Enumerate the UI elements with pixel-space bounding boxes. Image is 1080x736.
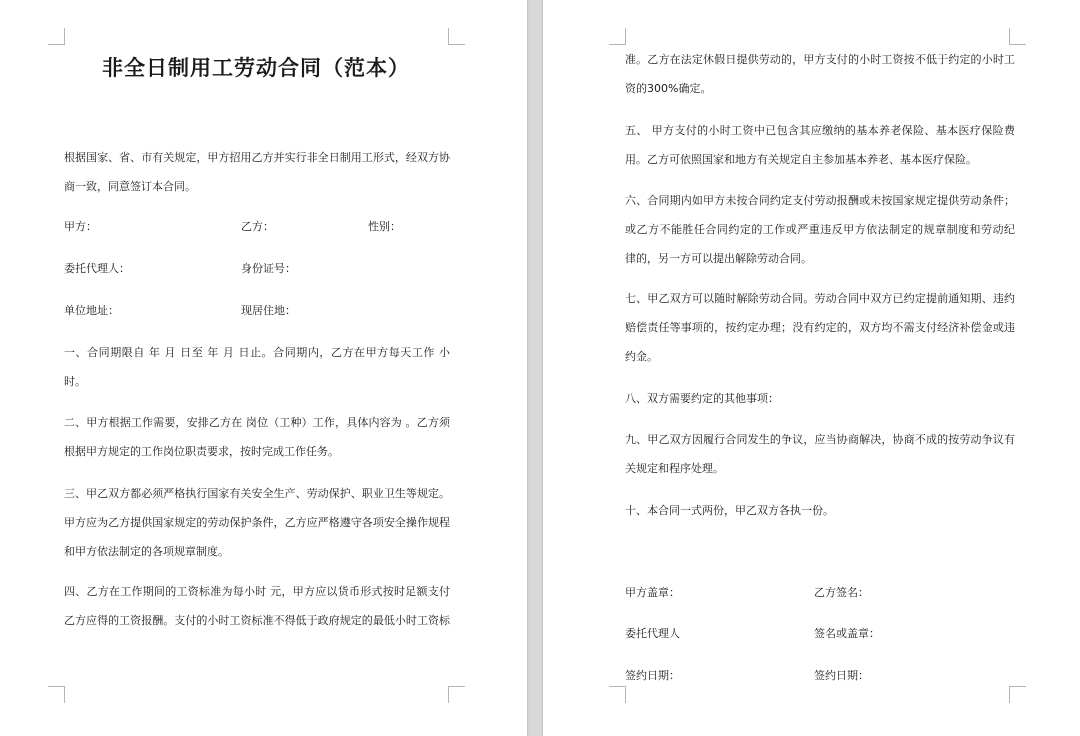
- clause-1: [64, 338, 450, 396]
- margin-mark-top-left: [48, 28, 65, 45]
- text-line: 赔偿责任等事项的，按约定办理；没有约定的，双方均不需支付经济补偿金或违: [625, 321, 1015, 334]
- text-line: 律的，另一方可以提出解除劳动合同。: [625, 252, 812, 265]
- margin-mark-top-left: [609, 28, 626, 45]
- text-line: 或乙方不能胜任合同约定的工作或严重违反甲方依法制定的规章制度和劳动纪: [625, 223, 1015, 236]
- text-line: 商一致，同意签订本合同。: [64, 180, 196, 193]
- party-b-date-label: 签约日期：: [814, 669, 869, 682]
- clause-7: [625, 284, 1015, 371]
- id-number-label: 身份证号：: [241, 262, 296, 275]
- text-line: 八、双方需要约定的其他事项：: [625, 392, 779, 405]
- text-line: 时。: [64, 375, 86, 388]
- margin-mark-bottom-left: [48, 686, 65, 703]
- text-line: 资的300%确定。: [625, 82, 712, 95]
- text-line: 和甲方依法制定的各项规章制度。: [64, 545, 229, 558]
- intro-paragraph: [64, 143, 450, 201]
- text-line: 一、合同期限自 年 月 日至 年 月 日止。合同期内，乙方在甲方每天工作 小: [64, 346, 450, 359]
- text-line: 十、本合同一式两份，甲乙双方各执一份。: [625, 504, 834, 517]
- page-separator: [527, 0, 543, 736]
- party-a-label: 甲方：: [64, 220, 97, 233]
- text-line: 二、甲方根据工作需要，安排乙方在 岗位（工种）工作，具体内容为 。乙方须: [64, 416, 450, 429]
- text-line: 用。乙方可依照国家和地方有关规定自主参加基本养老、基本医疗保险。: [625, 153, 977, 166]
- party-b-label: 乙方：: [241, 220, 274, 233]
- clause-9: [625, 425, 1015, 483]
- text-line: 九、甲乙双方因履行合同发生的争议，应当协商解决，协商不成的按劳动争议有: [625, 433, 1015, 446]
- text-line: 三、甲乙双方都必须严格执行国家有关安全生产、劳动保护、职业卫生等规定。: [64, 487, 450, 500]
- company-address-label: 单位地址：: [64, 304, 119, 317]
- clause-3: [64, 479, 450, 566]
- clause-8: [625, 384, 1015, 413]
- agent-label: 委托代理人：: [64, 262, 130, 275]
- clause-2: [64, 408, 450, 466]
- text-line: 乙方应得的工资报酬。支付的小时工资标准不得低于政府规定的最低小时工资标: [64, 614, 450, 627]
- document-title: 非全日制用工劳动合同（范本）: [102, 55, 410, 80]
- party-a-seal-label: 甲方盖章：: [625, 586, 680, 599]
- margin-mark-top-right: [1009, 28, 1026, 45]
- sign-or-seal-label: 签名或盖章：: [814, 627, 880, 640]
- text-line: 根据甲方规定的工作岗位职责要求，按时完成工作任务。: [64, 445, 339, 458]
- text-line: 甲方应为乙方提供国家规定的劳动保护条件，乙方应严格遵守各项安全操作规程: [64, 516, 450, 529]
- clause-10: [625, 496, 1015, 525]
- text-line: 四、乙方在工作期间的工资标准为每小时 元，甲方应以货币形式按时足额支付: [64, 585, 450, 598]
- text-line: 六、合同期内如甲方未按合同约定支付劳动报酬或未按国家规定提供劳动条件；: [625, 194, 1015, 207]
- text-line: 关规定和程序处理。: [625, 462, 724, 475]
- margin-mark-bottom-right: [1009, 686, 1026, 703]
- party-a-date-label: 签约日期：: [625, 669, 680, 682]
- text-line: 约金。: [625, 350, 658, 363]
- gender-label: 性别：: [368, 220, 401, 233]
- text-line: 根据国家、省、市有关规定，甲方招用乙方并实行非全日制用工形式，经双方协: [64, 151, 450, 164]
- residence-label: 现居住地：: [241, 304, 296, 317]
- clause-4: [64, 577, 450, 635]
- document-page-left: [0, 0, 527, 736]
- clause-6: [625, 186, 1015, 273]
- clause-5: [625, 116, 1015, 174]
- text-line: 七、甲乙双方可以随时解除劳动合同。劳动合同中双方已约定提前通知期、违约: [625, 292, 1015, 305]
- text-line: 准。乙方在法定休假日提供劳动的，甲方支付的小时工资按不低于约定的小时工: [625, 53, 1015, 66]
- text-line: 五、 甲方支付的小时工资中已包含其应缴纳的基本养老保险、基本医疗保险费: [625, 124, 1015, 137]
- clause-4-continued: [625, 45, 1015, 103]
- document-page-right: [543, 0, 1080, 736]
- party-b-signature-label: 乙方签名：: [814, 586, 869, 599]
- agent-signature-label: 委托代理人: [625, 627, 680, 640]
- margin-mark-top-right: [448, 28, 465, 45]
- margin-mark-bottom-left: [609, 686, 626, 703]
- margin-mark-bottom-right: [448, 686, 465, 703]
